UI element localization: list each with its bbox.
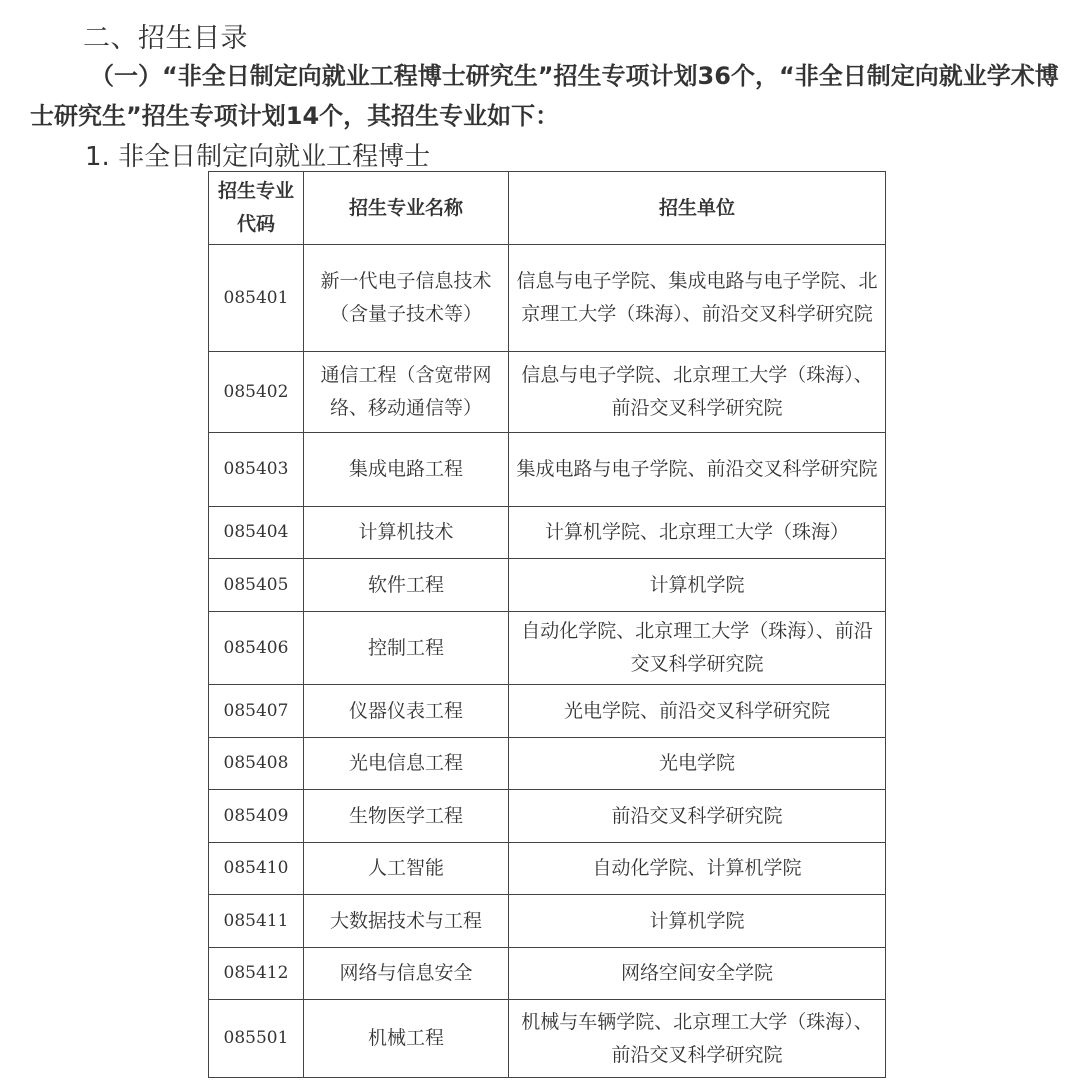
header-units: 招生单位 xyxy=(509,172,886,245)
row-code: 085403 xyxy=(209,433,304,507)
row-code: 085412 xyxy=(209,948,304,1000)
table-row xyxy=(209,612,886,685)
row-name: 大数据技术与工程 xyxy=(304,895,509,948)
row-name: 新一代电子信息技术（含量子技术等） xyxy=(304,245,509,352)
table-row xyxy=(209,507,886,559)
row-code: 085402 xyxy=(209,352,304,433)
enrollment-table xyxy=(208,171,886,1078)
row-units: 光电学院 xyxy=(509,738,886,790)
table-row xyxy=(209,559,886,612)
row-units: 信息与电子学院、北京理工大学（珠海）、前沿交叉科学研究院 xyxy=(509,352,886,433)
row-units: 计算机学院、北京理工大学（珠海） xyxy=(509,507,886,559)
table-row xyxy=(209,433,886,507)
row-name: 网络与信息安全 xyxy=(304,948,509,1000)
row-code: 085405 xyxy=(209,559,304,612)
row-units: 光电学院、前沿交叉科学研究院 xyxy=(509,685,886,738)
row-code: 085404 xyxy=(209,507,304,559)
row-code: 085408 xyxy=(209,738,304,790)
table-row xyxy=(209,685,886,738)
table-row xyxy=(209,738,886,790)
table-row xyxy=(209,1000,886,1078)
row-name: 计算机技术 xyxy=(304,507,509,559)
row-code: 085407 xyxy=(209,685,304,738)
row-name: 通信工程（含宽带网络、移动通信等） xyxy=(304,352,509,433)
table-row xyxy=(209,895,886,948)
section-title: 二、招生目录 xyxy=(83,23,248,54)
table-row xyxy=(209,948,886,1000)
row-units: 自动化学院、计算机学院 xyxy=(509,843,886,895)
row-name: 光电信息工程 xyxy=(304,738,509,790)
table-header-row xyxy=(209,172,886,245)
row-code: 085411 xyxy=(209,895,304,948)
row-units: 信息与电子学院、集成电路与电子学院、北京理工大学（珠海）、前沿交叉科学研究院 xyxy=(509,245,886,352)
row-units: 自动化学院、北京理工大学（珠海）、前沿交叉科学研究院 xyxy=(509,612,886,685)
row-name: 机械工程 xyxy=(304,1000,509,1078)
lead-paragraph-text: （一）“非全日制定向就业工程博士研究生”招生专项计划36个，“非全日制定向就业学术博士研究生”招生专项计划14个，其招生专业如下： xyxy=(30,62,1059,130)
row-units: 集成电路与电子学院、前沿交叉科学研究院 xyxy=(509,433,886,507)
table-row xyxy=(209,843,886,895)
row-code: 085401 xyxy=(209,245,304,352)
row-name: 软件工程 xyxy=(304,559,509,612)
row-code: 085501 xyxy=(209,1000,304,1078)
row-name: 集成电路工程 xyxy=(304,433,509,507)
table-row xyxy=(209,790,886,843)
row-code: 085406 xyxy=(209,612,304,685)
row-name: 生物医学工程 xyxy=(304,790,509,843)
row-units: 计算机学院 xyxy=(509,559,886,612)
row-name: 仪器仪表工程 xyxy=(304,685,509,738)
header-name: 招生专业名称 xyxy=(304,172,509,245)
table-row xyxy=(209,245,886,352)
row-units: 机械与车辆学院、北京理工大学（珠海）、前沿交叉科学研究院 xyxy=(509,1000,886,1078)
row-units: 前沿交叉科学研究院 xyxy=(509,790,886,843)
row-name: 控制工程 xyxy=(304,612,509,685)
row-name: 人工智能 xyxy=(304,843,509,895)
row-units: 计算机学院 xyxy=(509,895,886,948)
row-code: 085410 xyxy=(209,843,304,895)
lead-paragraph xyxy=(30,56,1070,136)
subsection-title: 1. 非全日制定向就业工程博士 xyxy=(85,142,431,172)
row-code: 085409 xyxy=(209,790,304,843)
header-code: 招生专业代码 xyxy=(209,172,304,245)
row-units: 网络空间安全学院 xyxy=(509,948,886,1000)
table-row xyxy=(209,352,886,433)
